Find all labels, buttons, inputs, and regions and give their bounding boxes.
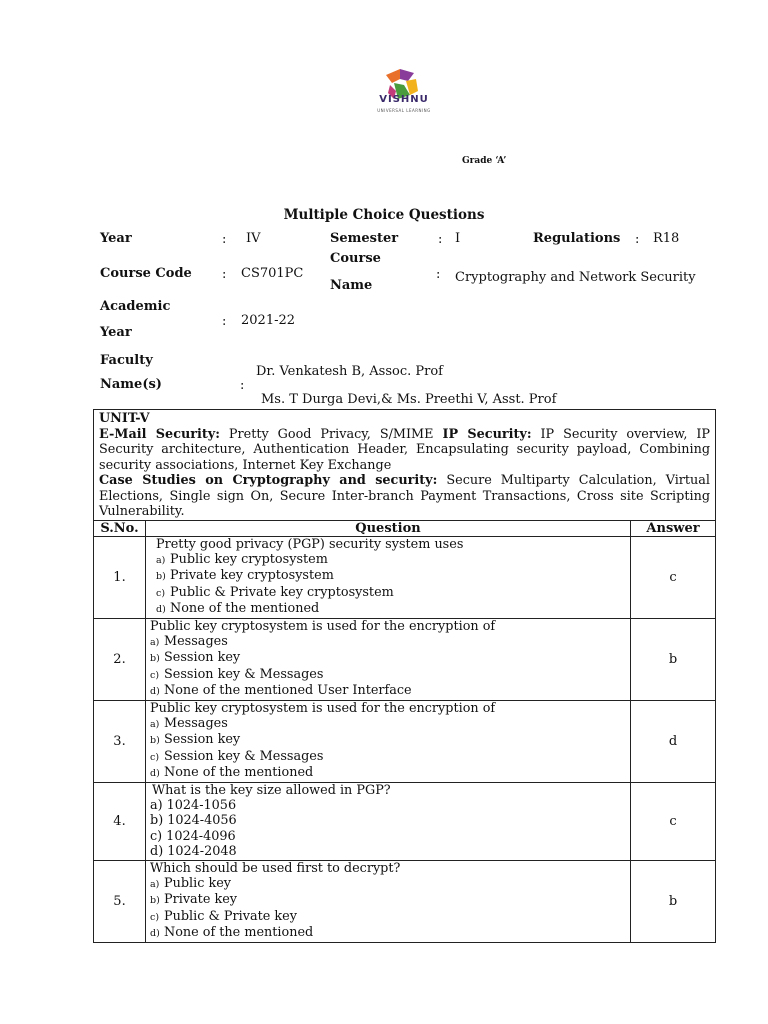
logo-tagline: UNIVERSAL LEARNING xyxy=(377,108,431,113)
option-letter: d) xyxy=(150,928,160,940)
option-text: None of the mentioned xyxy=(164,925,314,941)
answer-cell: d xyxy=(631,700,716,782)
option-letter: c) xyxy=(150,751,160,763)
option-letter: a) xyxy=(156,554,166,566)
option-letter: c) xyxy=(150,828,163,844)
faculty-label-line2: Name(s) xyxy=(100,377,162,392)
semester-label: Semester xyxy=(330,231,399,246)
year-value: IV xyxy=(246,231,261,246)
option-item xyxy=(150,601,626,617)
option-item xyxy=(150,765,626,781)
vishnu-logo-icon xyxy=(380,55,428,115)
option-letter: a) xyxy=(150,718,160,730)
option-text: Messages xyxy=(164,715,228,731)
question-text: What is the key size allowed in PGP? xyxy=(152,782,391,798)
ip-security-label: IP Security: xyxy=(442,426,532,442)
option-text: Public key xyxy=(164,876,232,892)
question-number: 3. xyxy=(94,700,146,782)
option-item xyxy=(150,892,626,908)
option-text: Private key xyxy=(164,892,238,908)
page-title: Multiple Choice Questions xyxy=(283,207,485,223)
colon: : xyxy=(222,232,227,247)
question-text: Public key cryptosystem is used for the encryption of xyxy=(150,700,496,716)
option-item xyxy=(150,749,626,765)
course-name-label-line1: Course xyxy=(330,251,381,266)
course-name-label-line2: Name xyxy=(330,278,373,293)
option-text: None of the mentioned xyxy=(164,765,314,781)
mcq-table xyxy=(93,409,716,943)
option-item xyxy=(150,909,626,925)
option-letter: b) xyxy=(150,653,160,665)
option-letter: d) xyxy=(156,604,166,616)
regulations-label: Regulations xyxy=(533,231,621,246)
question-number: 4. xyxy=(94,782,146,860)
option-letter: c) xyxy=(156,587,166,599)
option-item xyxy=(150,732,626,748)
question-text: Public key cryptosystem is used for the encryption of xyxy=(150,618,496,634)
option-letter: d) xyxy=(150,768,160,780)
question-cell xyxy=(146,536,631,618)
option-item xyxy=(150,829,626,844)
question-text: Pretty good privacy (PGP) security system uses xyxy=(156,536,464,552)
grade-label: Grade ‘A’ xyxy=(462,156,507,166)
email-security-label: E-Mail Security: xyxy=(99,426,220,442)
header-answer: Answer xyxy=(631,520,716,536)
question-cell xyxy=(146,782,631,860)
option-text: Public key cryptosystem xyxy=(170,551,328,567)
regulations-value: R18 xyxy=(653,231,680,246)
option-letter: b) xyxy=(150,813,164,829)
option-text: 1024-4096 xyxy=(166,828,236,844)
option-text: None of the mentioned xyxy=(170,601,320,617)
table-row xyxy=(94,536,716,618)
option-letter: b) xyxy=(150,895,160,907)
email-security-text: Pretty Good Privacy, S/MIME xyxy=(219,426,443,442)
case-studies-text: Secure Multiparty Calculation, Virtual Elections, Single sign On, Secure Inter-branch Payment Transactions, Cross site Scripting Vulnerability. xyxy=(99,473,711,519)
header-sno: S.No. xyxy=(94,520,146,536)
colon: : xyxy=(222,314,227,329)
option-text: Messages xyxy=(164,633,228,649)
colon: : xyxy=(240,378,245,393)
table-row xyxy=(94,782,716,860)
option-letter: b) xyxy=(156,571,166,583)
case-studies-label: Case Studies on Cryptography and security: xyxy=(99,473,438,488)
option-text: Private key cryptosystem xyxy=(170,568,334,584)
option-text: Session key xyxy=(164,732,241,748)
faculty-name-1: Dr. Venkatesh B, Assoc. Prof xyxy=(256,364,443,379)
unit-syllabus xyxy=(94,410,716,521)
option-item xyxy=(150,813,626,828)
answer-cell: c xyxy=(631,782,716,860)
option-item xyxy=(150,716,626,732)
option-text: 1024-2048 xyxy=(167,844,237,860)
option-item xyxy=(150,925,626,941)
option-letter: b) xyxy=(150,735,160,747)
option-letter: d) xyxy=(150,686,160,698)
table-row xyxy=(94,700,716,782)
option-text: None of the mentioned User Interface xyxy=(164,683,412,699)
option-text: Session key & Messages xyxy=(164,748,324,764)
semester-value: I xyxy=(455,231,461,246)
answer-cell: b xyxy=(631,618,716,700)
table-row xyxy=(94,618,716,700)
colon: : xyxy=(438,232,443,247)
header-question: Question xyxy=(146,520,631,536)
answer-cell: b xyxy=(631,860,716,942)
answer-cell: c xyxy=(631,536,716,618)
question-number: 1. xyxy=(94,536,146,618)
question-number: 2. xyxy=(94,618,146,700)
question-number: 5. xyxy=(94,860,146,942)
colon: : xyxy=(635,232,640,247)
option-letter: d) xyxy=(150,844,164,860)
academic-year-label-line1: Academic xyxy=(100,299,171,314)
course-code-value: CS701PC xyxy=(241,266,304,281)
option-letter: a) xyxy=(150,636,160,648)
table-row xyxy=(94,860,716,942)
faculty-label-line1: Faculty xyxy=(100,353,153,368)
option-item xyxy=(150,650,626,666)
option-text: 1024-1056 xyxy=(166,798,237,813)
option-item xyxy=(150,876,626,892)
option-text: Public & Private key xyxy=(164,908,297,924)
option-item xyxy=(150,585,626,601)
question-text: Which should be used first to decrypt? xyxy=(150,860,401,876)
option-item xyxy=(150,798,626,813)
option-text: Public & Private key cryptosystem xyxy=(170,584,394,600)
unit-heading: UNIT-V xyxy=(99,411,150,426)
option-item xyxy=(150,634,626,650)
table-header-row xyxy=(94,520,716,536)
option-text: Session key & Messages xyxy=(164,666,324,682)
option-letter: a) xyxy=(150,798,163,813)
colon: : xyxy=(436,267,441,282)
option-item xyxy=(150,844,626,859)
academic-year-label-line2: Year xyxy=(100,325,132,340)
course-name-value: Cryptography and Network Security xyxy=(455,270,696,285)
logo-name: VISHNU xyxy=(379,94,429,105)
question-cell xyxy=(146,700,631,782)
question-cell xyxy=(146,860,631,942)
option-item xyxy=(150,568,626,584)
option-item xyxy=(150,683,626,699)
option-letter: c) xyxy=(150,911,160,923)
faculty-name-2: Ms. T Durga Devi,& Ms. Preethi V, Asst. Prof xyxy=(261,392,557,407)
option-letter: a) xyxy=(150,879,160,891)
year-label: Year xyxy=(100,231,132,246)
academic-year-value: 2021-22 xyxy=(241,313,296,328)
option-text: Session key xyxy=(164,650,241,666)
ip-security-text: IP Security overview, IP Security architecture, Authentication Header, Encapsulating security payload, Combining security associations, Internet Key Exchange xyxy=(99,426,711,473)
course-code-label: Course Code xyxy=(100,266,192,281)
question-cell xyxy=(146,618,631,700)
option-item xyxy=(150,667,626,683)
option-letter: c) xyxy=(150,669,160,681)
colon: : xyxy=(222,267,227,282)
option-text: 1024-4056 xyxy=(167,813,237,829)
option-item xyxy=(150,552,626,568)
